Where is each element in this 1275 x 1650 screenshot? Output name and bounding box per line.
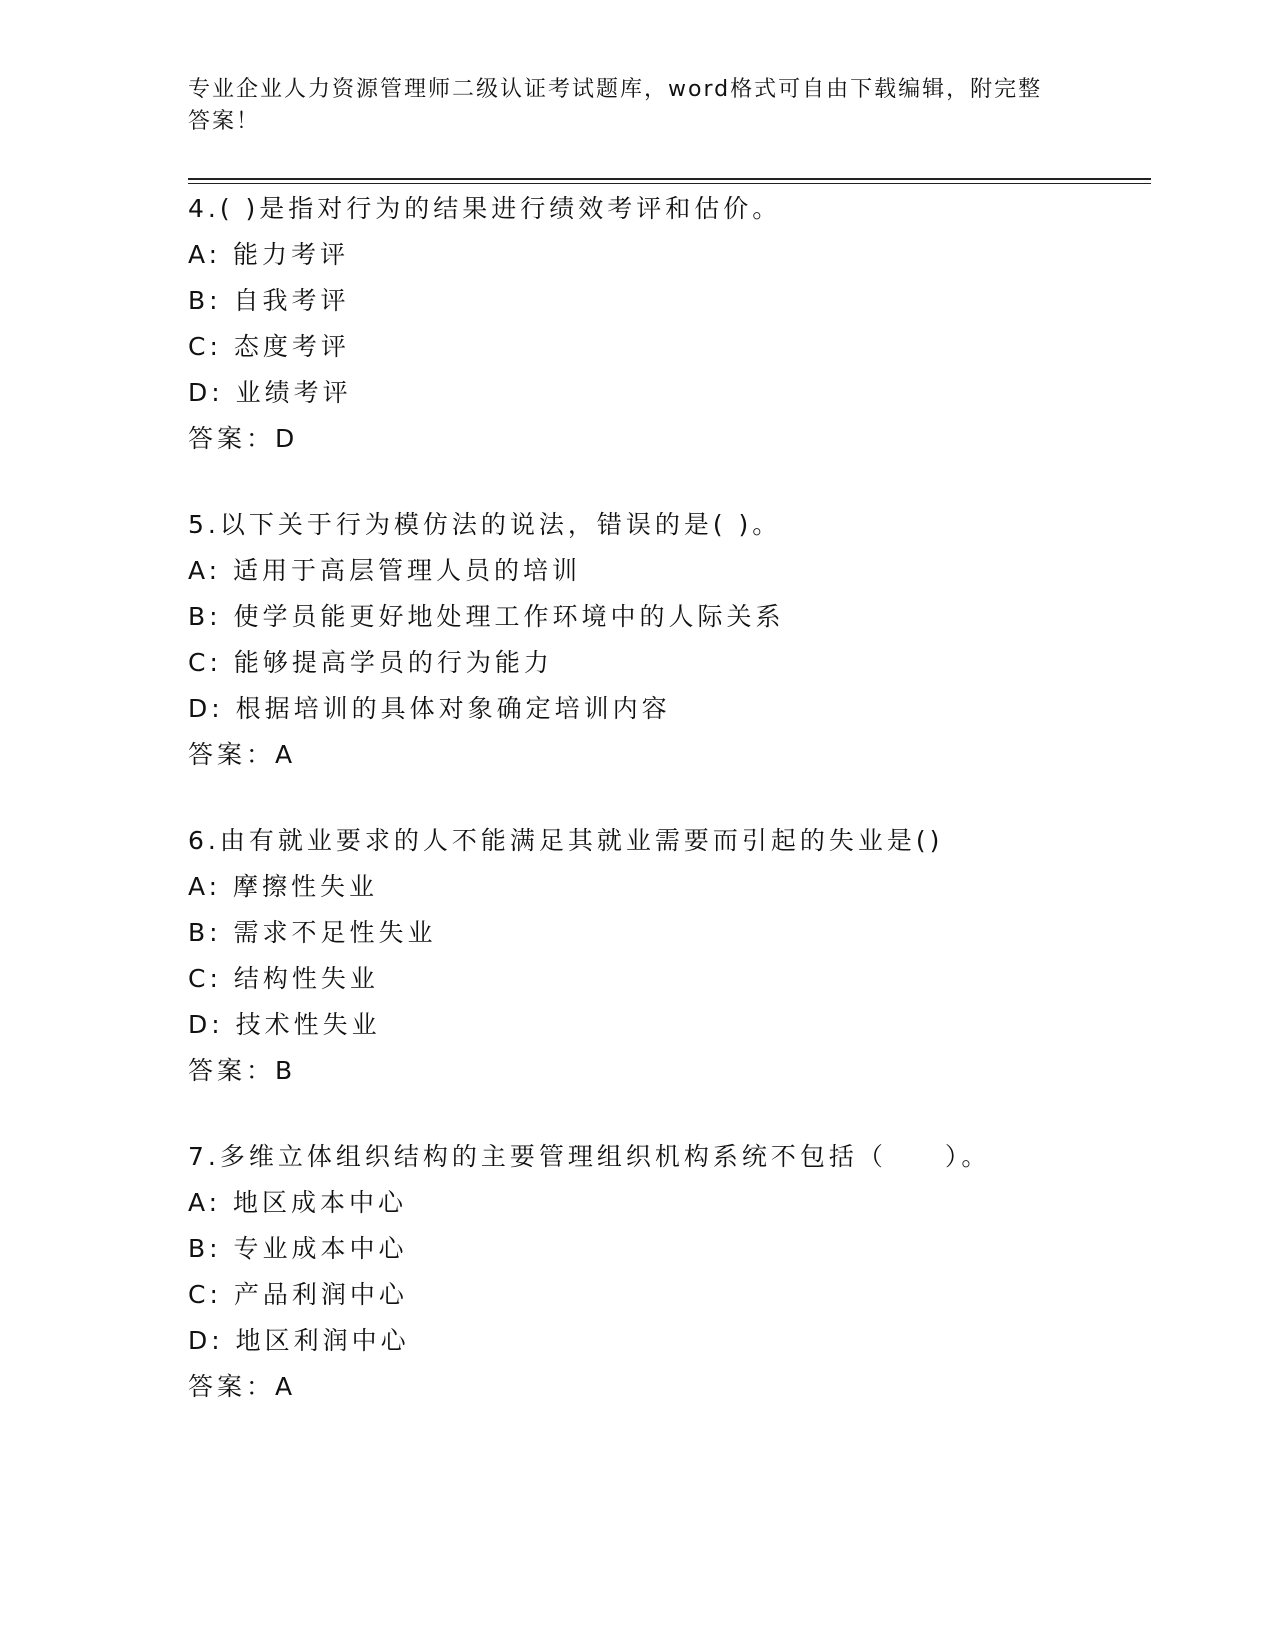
option-a: A: 摩擦性失业 bbox=[188, 872, 379, 901]
question-4 bbox=[188, 186, 1148, 462]
option-c: C: 能够提高学员的行为能力 bbox=[188, 648, 553, 677]
answer-line: 答案：D bbox=[188, 424, 299, 453]
option-c: C: 产品利润中心 bbox=[188, 1280, 408, 1309]
header-rule-thin bbox=[188, 183, 1151, 184]
option-a: A: 地区成本中心 bbox=[188, 1188, 408, 1217]
question-stem: 5.以下关于行为模仿法的说法，错误的是( )。 bbox=[188, 510, 782, 539]
option-a: A: 能力考评 bbox=[188, 240, 350, 269]
option-c: C: 态度考评 bbox=[188, 332, 350, 361]
question-stem: 7.多维立体组织结构的主要管理组织机构系统不包括（ ）。 bbox=[188, 1142, 991, 1171]
option-d: D: 地区利润中心 bbox=[188, 1326, 410, 1355]
question-5 bbox=[188, 502, 1148, 778]
option-c: C: 结构性失业 bbox=[188, 964, 379, 993]
question-7 bbox=[188, 1134, 1148, 1410]
option-d: D: 技术性失业 bbox=[188, 1010, 381, 1039]
header-rule-thick bbox=[188, 178, 1151, 180]
header-line-2: 答案！ bbox=[188, 109, 261, 134]
answer-line: 答案：A bbox=[188, 740, 297, 769]
answer-line: 答案：A bbox=[188, 1372, 297, 1401]
option-b: B: 使学员能更好地处理工作环境中的人际关系 bbox=[188, 602, 785, 631]
option-b: B: 专业成本中心 bbox=[188, 1234, 408, 1263]
option-b: B: 自我考评 bbox=[188, 286, 350, 315]
header-line-1: 专业企业人力资源管理师二级认证考试题库，word格式可自由下载编辑，附完整 bbox=[188, 77, 1043, 102]
question-6 bbox=[188, 818, 1148, 1094]
answer-line: 答案：B bbox=[188, 1056, 297, 1085]
question-stem: 6.由有就业要求的人不能满足其就业需要而引起的失业是() bbox=[188, 826, 944, 855]
option-d: D: 根据培训的具体对象确定培训内容 bbox=[188, 694, 671, 723]
question-stem: 4.( )是指对行为的结果进行绩效考评和估价。 bbox=[188, 194, 782, 223]
document-header bbox=[188, 74, 1068, 138]
option-b: B: 需求不足性失业 bbox=[188, 918, 437, 947]
option-d: D: 业绩考评 bbox=[188, 378, 352, 407]
option-a: A: 适用于高层管理人员的培训 bbox=[188, 556, 582, 585]
